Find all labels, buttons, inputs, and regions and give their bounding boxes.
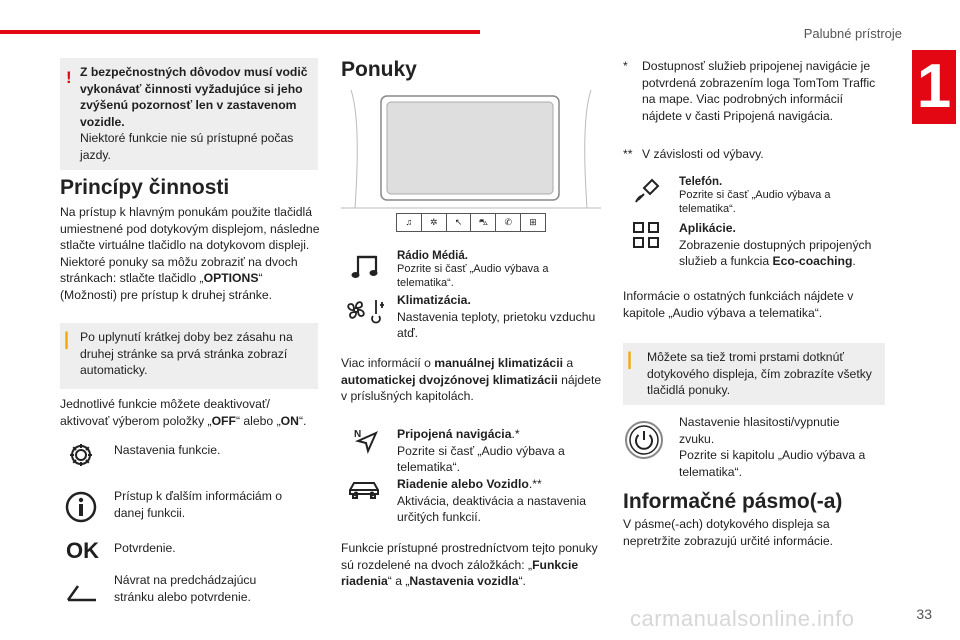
chapter-number: 1 xyxy=(912,50,956,124)
bar-car-icon: ⛍ xyxy=(471,214,496,231)
principles-para1: Na prístup k hlavným ponukám použite tlačidlá umiestnené pod dotykovým displejom, následne stlačte virtuálne tlačidlo na dotykovom displeji. xyxy=(60,205,320,253)
bar-fan-icon: ✲ xyxy=(422,214,447,231)
principles-para3: Jednotlivé funkcie môžete deaktivovať/ aktivovať výberom položky „OFF“ alebo „ON“. xyxy=(60,397,307,428)
bar-apps-icon: ⊞ xyxy=(529,217,537,227)
footnote2-text: V závislosti od výbavy. xyxy=(642,147,764,161)
other-info-text: Informácie o ostatných funkciách nájdete v kapitole „Audio výbava a telematika“. xyxy=(623,289,854,320)
header-red-bar xyxy=(0,30,480,34)
radio-text: Pozrite si časť „Audio výbava a telematika“. xyxy=(397,263,549,289)
footnote1-mark: * xyxy=(623,59,628,73)
apps-text: Zobrazenie dostupných pripojených služieb a funkcia Eco-coaching. xyxy=(679,237,872,269)
band-title: Informačné pásmo(-a) xyxy=(623,490,843,513)
phone-icon xyxy=(632,176,662,206)
vehicle-icon xyxy=(346,478,382,502)
back-arrow-icon xyxy=(64,580,98,604)
volume-text: Nastavenie hlasitosti/vypnutie zvuku. Pozrite si kapitolu „Audio výbava a telematika“. xyxy=(679,415,866,479)
warning-box xyxy=(60,58,318,170)
navigation-icon xyxy=(350,427,380,457)
svg-text:N: N xyxy=(354,429,362,440)
principles-para2: Niektoré ponuky sa môžu zobraziť na dvoch stránkach: stlačte tlačidlo „OPTIONS“ (Možnosti) pre prístup k druhej stránke. xyxy=(60,254,298,302)
back-arrow-text: Návrat na predchádzajúcu stránku alebo potvrdenie. xyxy=(114,573,257,604)
ok-icon: OK xyxy=(66,538,99,563)
gear-icon-text: Nastavenia funkcie. xyxy=(114,443,221,457)
watermark: carmanualsonline.info xyxy=(630,606,855,631)
footnote2-mark: ** xyxy=(623,147,633,161)
nav-title: Pripojená navigácia.* xyxy=(397,427,520,441)
gear-icon xyxy=(66,440,96,470)
tabs-text: Funkcie prístupné prostredníctvom tejto ponuky sú rozdelené na dvoch záložkách: „Funkcie riadenia“ a „Nastavenia vozidla“. xyxy=(341,541,598,589)
info-icon xyxy=(64,490,98,524)
climate-title: Klimatizácia. xyxy=(397,293,471,307)
info-box-right-text: Môžete sa tiež tromi prstami dotknúť dotykového displeja, čím zobrazíte všetky tlačidlá ponuky. xyxy=(647,350,872,398)
power-volume-icon xyxy=(624,420,664,460)
music-icon xyxy=(350,253,380,281)
info-icon-text: Prístup k ďalším informáciám o danej funkcii. xyxy=(114,489,283,520)
apps-title: Aplikácie. xyxy=(679,221,736,235)
climate-fan-icon xyxy=(344,296,388,324)
page-number: 33 xyxy=(916,606,932,622)
warning-icon: ! xyxy=(66,68,72,87)
phone-title: Telefón. xyxy=(679,176,723,188)
apps-grid-icon xyxy=(633,222,659,248)
driving-text: Aktivácia, deaktivácia a nastavenia určitých funkcií. xyxy=(397,493,587,525)
bar-nav-icon: ↖ xyxy=(447,214,472,231)
bar-phone-icon: ✆ xyxy=(496,214,521,231)
menus-title: Ponuky xyxy=(341,58,417,81)
climate-text: Nastavenia teploty, prietoku vzduchu atď. xyxy=(397,309,596,341)
nav-text: Pozrite si časť „Audio výbava a telematika“. xyxy=(397,443,565,475)
warning-bold-text: Z bezpečnostných dôvodov musí vodič vykonávať činnosti vyžadujúce si jeho zvýšenú pozornosť len v zastavenom vozidle. xyxy=(80,65,308,129)
climate-info-text: Viac informácií o manuálnej klimatizácii a automatickej dvojzónovej klimatizácii nájdete v príslušných kapitolách. xyxy=(341,356,602,404)
driving-title: Riadenie alebo Vozidlo.** xyxy=(397,477,542,491)
ok-icon-text: Potvrdenie. xyxy=(114,541,176,555)
info-box-left xyxy=(60,323,318,389)
footnote1-text: Dostupnosť služieb pripojenej navigácie je potvrdená zobrazením loga TomTom Traffic na mape. Viac podrobných informácií nájdete v časti Pripojená navigácia. xyxy=(642,59,876,123)
info-box-left-text: Po uplynutí krátkej doby bez zásahu na druhej stránke sa prvá stránka zobrazí automaticky. xyxy=(80,330,293,378)
warning-text: Niektoré funkcie nie sú prístupné počas jazdy. xyxy=(80,131,294,162)
radio-title: Rádio Médiá. xyxy=(397,250,468,262)
info-box-right xyxy=(623,343,885,405)
phone-text: Pozrite si časť „Audio výbava a telematika“. xyxy=(679,189,831,215)
bar-music-icon: ♫ xyxy=(397,214,422,231)
band-text: V pásme(-ach) dotykového displeja sa nepretržite zobrazujú určité informácie. xyxy=(623,517,833,548)
info-marker-icon-right: | xyxy=(627,349,633,369)
screen-button-bar xyxy=(396,213,546,232)
info-marker-icon: | xyxy=(64,329,70,349)
principles-title: Princípy činnosti xyxy=(60,176,230,199)
section-title: Palubné prístroje xyxy=(803,26,902,41)
